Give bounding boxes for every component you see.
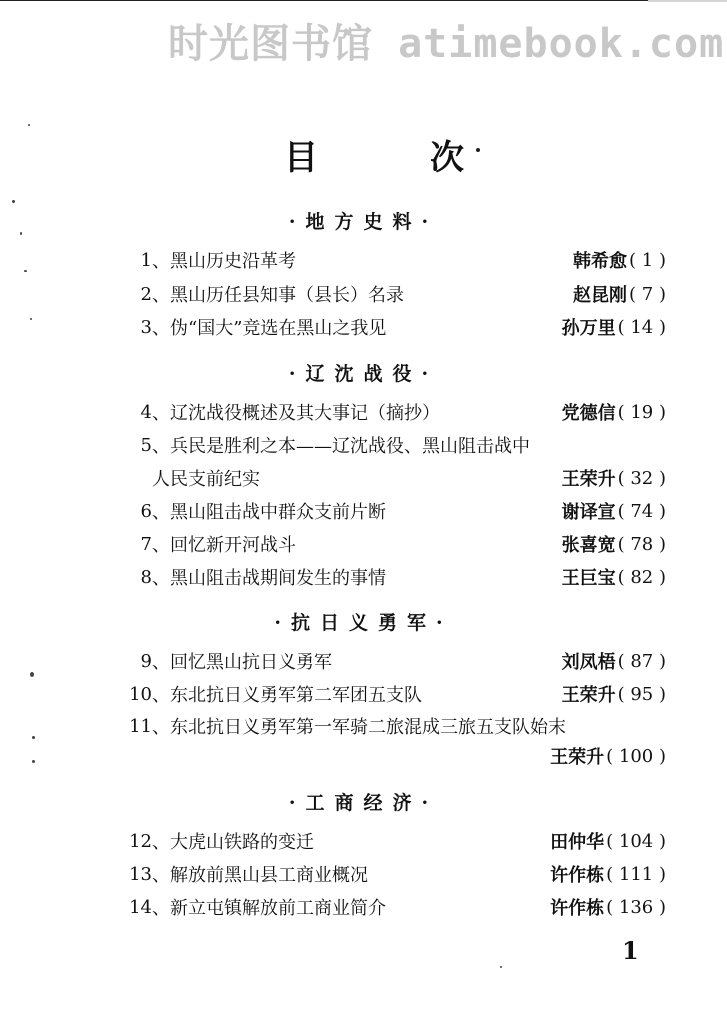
leader-dots xyxy=(262,471,560,485)
toc-entry-9[interactable] xyxy=(106,645,666,677)
entry-page: ( 78 ) xyxy=(617,533,666,555)
toc-entry-8[interactable] xyxy=(106,561,666,593)
leader-dots xyxy=(298,253,571,267)
section-heading-anti-japanese-volunteers: ·抗日义勇军· xyxy=(274,612,453,634)
entry-separator: 、 xyxy=(152,717,170,738)
entry-title: 新立屯镇解放前工商业简介 xyxy=(170,898,386,919)
toc-entry-2[interactable] xyxy=(106,278,666,310)
entry-author: 赵昆刚 xyxy=(573,285,628,306)
scan-speck xyxy=(500,966,502,968)
toc-title-right: 次 xyxy=(430,138,464,178)
scan-speck xyxy=(20,232,22,235)
entry-separator: 、 xyxy=(152,251,170,272)
entry-separator: 、 xyxy=(152,436,170,457)
toc-entry-13[interactable] xyxy=(106,858,666,890)
entry-page: ( 87 ) xyxy=(617,650,666,672)
leader-dots xyxy=(442,405,560,419)
entry-separator: 、 xyxy=(152,318,170,339)
entry-title: 回忆新开河战斗 xyxy=(170,535,296,556)
scan-speck xyxy=(32,760,35,763)
entry-title: 辽沈战役概述及其大事记（摘抄） xyxy=(170,403,440,424)
scan-speck xyxy=(32,736,35,739)
watermark: 时光图书馆 atimebook.com xyxy=(168,21,725,67)
entry-page: ( 111 ) xyxy=(606,863,666,885)
leader-dots xyxy=(388,504,560,518)
entry-separator: 、 xyxy=(152,652,170,673)
entry-title-continuation: 人民支前纪实 xyxy=(152,469,260,490)
entry-number: 5 xyxy=(140,434,152,456)
toc-entry-11-continuation[interactable] xyxy=(152,740,666,772)
entry-separator: 、 xyxy=(152,898,170,919)
leader-dots xyxy=(298,537,560,551)
entry-separator: 、 xyxy=(152,502,170,523)
leader-dots xyxy=(388,320,559,334)
entry-number: 7 xyxy=(140,533,152,555)
entry-author: 许作栋 xyxy=(550,898,605,919)
toc-entry-5[interactable] xyxy=(106,429,666,461)
entry-number: 11 xyxy=(129,715,152,737)
entry-page: ( 19 ) xyxy=(617,401,666,423)
toc-entry-1[interactable] xyxy=(106,244,666,276)
entry-title: 黑山历史沿革考 xyxy=(170,251,296,272)
entry-separator: 、 xyxy=(152,535,170,556)
leader-dots xyxy=(370,867,548,881)
section-heading-local-history: ·地方史料· xyxy=(288,211,439,233)
toc-entry-12[interactable] xyxy=(106,825,666,857)
entry-page: ( 32 ) xyxy=(617,467,666,489)
entry-author: 谢译宣 xyxy=(561,502,616,523)
entry-separator: 、 xyxy=(152,685,170,706)
entry-number: 10 xyxy=(129,683,152,705)
entry-author: 王荣升 xyxy=(561,469,616,490)
toc-entry-14[interactable] xyxy=(106,891,666,923)
entry-page: ( 14 ) xyxy=(617,316,666,338)
entry-separator: 、 xyxy=(152,568,170,589)
entry-page: ( 74 ) xyxy=(617,500,666,522)
entry-page: ( 7 ) xyxy=(629,283,666,305)
top-border-line xyxy=(0,0,680,1)
entry-author: 王荣升 xyxy=(561,685,616,706)
entry-page: ( 104 ) xyxy=(606,830,666,852)
entry-title: 伪“国大”竞选在黑山之我见 xyxy=(170,318,387,339)
scan-speck xyxy=(24,270,27,272)
entry-number: 8 xyxy=(140,566,152,588)
entry-number: 13 xyxy=(129,863,152,885)
entry-title: 兵民是胜利之本——辽沈战役、黑山阻击战中 xyxy=(170,436,530,457)
entry-separator: 、 xyxy=(152,285,170,306)
leader-dots xyxy=(424,687,560,701)
entry-separator: 、 xyxy=(152,832,170,853)
toc-entry-11[interactable] xyxy=(106,710,666,742)
toc-entry-7[interactable] xyxy=(106,528,666,560)
leader-dots xyxy=(406,287,571,301)
entry-number: 2 xyxy=(140,283,152,305)
entry-title: 黑山阻击战期间发生的事情 xyxy=(170,568,386,589)
toc-entry-6[interactable] xyxy=(106,495,666,527)
entry-title: 东北抗日义勇军第一军骑二旅混成三旅五支队始末 xyxy=(170,717,566,738)
section-heading-liaoshen-campaign: ·辽沈战役· xyxy=(288,363,439,385)
leader-dots xyxy=(388,570,560,584)
entry-number: 1 xyxy=(140,249,152,271)
top-edge-mark xyxy=(648,0,727,2)
entry-number: 12 xyxy=(129,830,152,852)
entry-title: 黑山历任县知事（县长）名录 xyxy=(170,285,404,306)
entry-page: ( 1 ) xyxy=(629,249,666,271)
entry-author: 王荣升 xyxy=(550,747,605,768)
entry-separator: 、 xyxy=(152,865,170,886)
entry-number: 4 xyxy=(140,401,152,423)
scan-speck xyxy=(28,124,30,126)
section-heading-industry-commerce: ·工商经济· xyxy=(288,792,439,814)
scan-speck xyxy=(12,200,15,203)
entry-author: 韩希愈 xyxy=(573,251,628,272)
entry-title: 解放前黑山县工商业概况 xyxy=(170,865,368,886)
entry-number: 14 xyxy=(129,896,152,918)
entry-author: 孙万里 xyxy=(561,318,616,339)
toc-entry-3[interactable] xyxy=(106,311,666,343)
entry-title: 回忆黑山抗日义勇军 xyxy=(170,652,332,673)
toc-entry-4[interactable] xyxy=(106,396,666,428)
entry-page: ( 82 ) xyxy=(617,566,666,588)
leader-dots xyxy=(316,834,548,848)
toc-entry-5-continuation[interactable] xyxy=(152,462,666,494)
leader-dots xyxy=(154,749,548,763)
entry-title: 大虎山铁路的变迁 xyxy=(170,832,314,853)
toc-title-left: 目 xyxy=(284,138,318,178)
leader-dots xyxy=(388,900,548,914)
entry-title: 东北抗日义勇军第二军团五支队 xyxy=(170,685,422,706)
entry-number: 3 xyxy=(140,316,152,338)
entry-author: 张喜宽 xyxy=(561,535,616,556)
entry-author: 许作栋 xyxy=(550,865,605,886)
leader-dots xyxy=(334,654,560,668)
entry-number: 9 xyxy=(140,650,152,672)
entry-page: ( 136 ) xyxy=(606,896,666,918)
entry-title: 黑山阻击战中群众支前片断 xyxy=(170,502,386,523)
toc-entry-10[interactable] xyxy=(106,678,666,710)
page-number: 1 xyxy=(622,936,639,965)
entry-author: 党德信 xyxy=(561,403,616,424)
entry-page: ( 95 ) xyxy=(617,683,666,705)
scan-speck xyxy=(30,672,34,677)
title-dot xyxy=(476,148,480,152)
entry-separator: 、 xyxy=(152,403,170,424)
entry-author: 刘凤梧 xyxy=(561,652,616,673)
entry-author: 王巨宝 xyxy=(561,568,616,589)
entry-number: 6 xyxy=(140,500,152,522)
entry-author: 田仲华 xyxy=(550,832,605,853)
entry-page: ( 100 ) xyxy=(606,745,666,767)
scan-speck xyxy=(30,318,32,320)
